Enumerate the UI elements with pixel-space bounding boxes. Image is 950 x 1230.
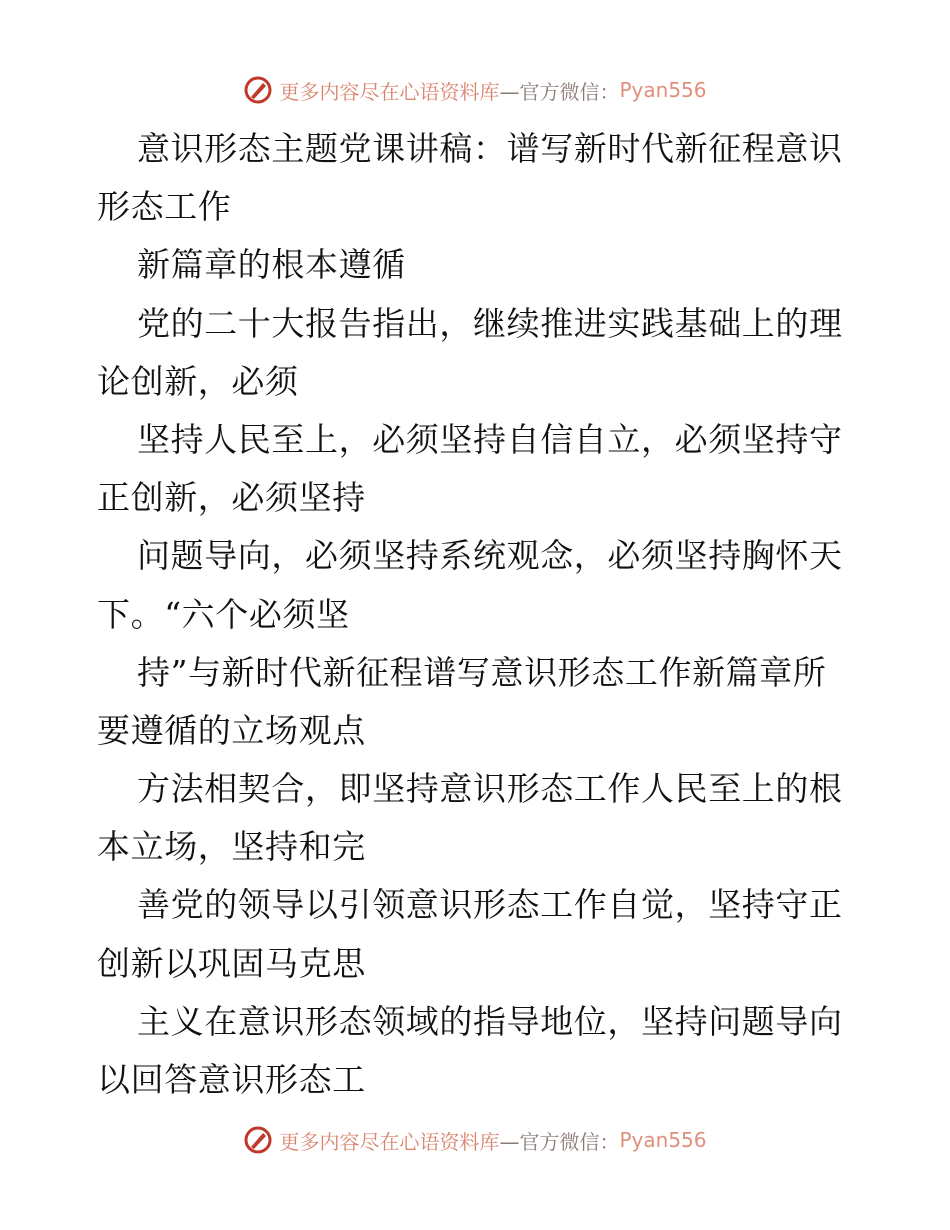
paragraph bbox=[97, 764, 857, 880]
document-body bbox=[97, 124, 857, 1113]
document-title bbox=[97, 124, 857, 240]
text-line: 主义在意识形态领域的指导地位，坚持问题导向 bbox=[137, 1001, 843, 1041]
banner-wechat-label: —官方微信： bbox=[499, 1129, 620, 1154]
text-line: 方法相契合，即坚持意识形态工作人民至上的根 bbox=[137, 769, 843, 809]
text-line: 问题导向，必须坚持系统观念，必须坚持胸怀天 bbox=[137, 536, 843, 576]
text-line: 以回答意识形态工 bbox=[97, 1060, 366, 1099]
text-line: 善党的领导以引领意识形态工作自觉，坚持守正 bbox=[137, 885, 843, 925]
paragraph bbox=[97, 299, 857, 415]
text-line: 要遵循的立场观点 bbox=[97, 710, 366, 750]
header-banner bbox=[0, 72, 950, 108]
banner-wechat-label: —官方微信： bbox=[499, 79, 620, 104]
paragraph bbox=[97, 415, 857, 531]
footer-banner bbox=[0, 1122, 950, 1158]
text-line: 本立场，坚持和完 bbox=[97, 827, 366, 867]
text-line: 形态工作 bbox=[97, 187, 232, 227]
banner-text: 更多内容尽在心语资料库 bbox=[279, 1129, 500, 1154]
text-line: 坚持人民至上，必须坚持自信自立，必须坚持守 bbox=[137, 419, 843, 459]
text-line: 党的二十大报告指出，继续推进实践基础上的理 bbox=[137, 303, 843, 343]
paragraph bbox=[97, 997, 857, 1113]
pen-logo-icon bbox=[243, 1125, 273, 1155]
banner-wechat-id: Pyan556 bbox=[619, 78, 707, 102]
paragraph bbox=[97, 648, 857, 764]
text-line: 新篇章的根本遵循 bbox=[137, 245, 406, 285]
text-line: 意识形态主题党课讲稿：谱写新时代新征程意识 bbox=[137, 129, 843, 168]
text-line: 论创新，必须 bbox=[97, 361, 299, 401]
paragraph bbox=[97, 880, 857, 996]
text-line: 正创新，必须坚持 bbox=[97, 478, 366, 518]
text-line: 下。“六个必须坚 bbox=[97, 594, 350, 634]
pen-logo-icon bbox=[243, 75, 273, 105]
banner-wechat-id: Pyan556 bbox=[619, 1128, 707, 1152]
text-line: 创新以巩固马克思 bbox=[97, 943, 366, 983]
banner-text: 更多内容尽在心语资料库 bbox=[279, 79, 500, 104]
text-line: 持”与新时代新征程谱写意识形态工作新篇章所 bbox=[137, 652, 827, 692]
paragraph bbox=[97, 240, 857, 298]
paragraph bbox=[97, 531, 857, 647]
